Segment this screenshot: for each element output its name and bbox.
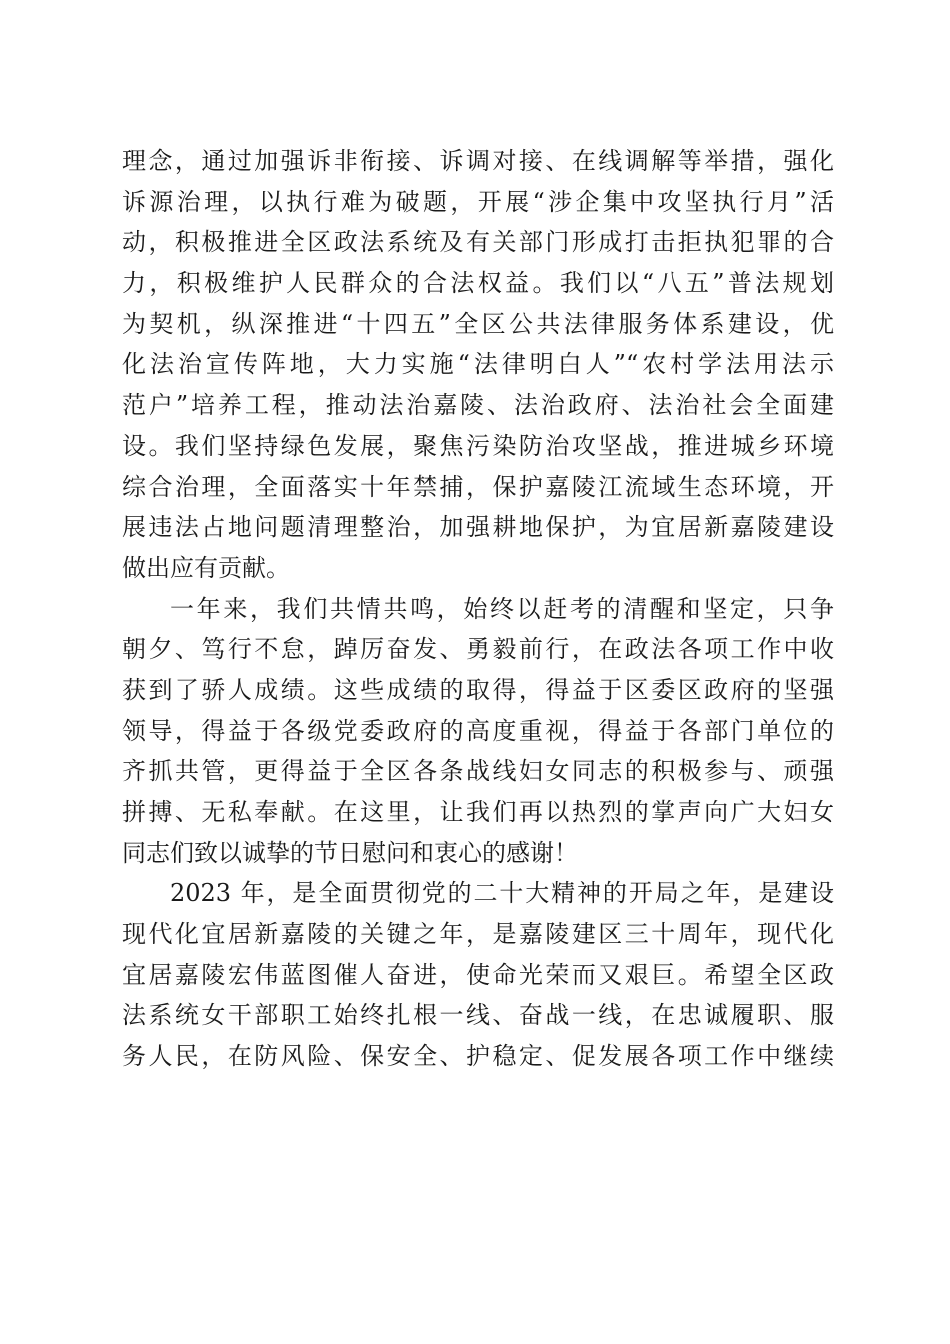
text-line: 2023 年，是全面贯彻党的二十大精神的开局之年，是建设: [170, 879, 834, 908]
text-line: 务人民，在防风险、保安全、护稳定、促发展各项工作中继续: [122, 1042, 834, 1071]
text-line: 理念，通过加强诉非衔接、诉调对接、在线调解等举措，强化: [122, 147, 834, 175]
text-line: 齐抓共管，更得益于全区各条战线妇女同志的积极参与、顽强: [122, 757, 834, 786]
text-line: 做出应有贡献。: [122, 553, 290, 582]
text-line: 设。我们坚持绿色发展，聚焦污染防治攻坚战，推进城乡环境: [122, 431, 834, 460]
text-line: 拼搏、无私奉献。在这里，让我们再以热烈的掌声向广大妇女: [122, 798, 834, 826]
text-line: 获到了骄人成绩。这些成绩的取得，得益于区委区政府的坚强: [122, 675, 834, 704]
text-line: 法系统女干部职工始终扎根一线、奋战一线，在忠诚履职、服: [122, 1001, 834, 1030]
text-line: 动，积极推进全区政法系统及有关部门形成打击拒执犯罪的合: [122, 228, 834, 257]
text-line: 力，积极维护人民群众的合法权益。我们以“八五”普法规划: [122, 269, 834, 298]
text-line: 领导，得益于各级党委政府的高度重视，得益于各部门单位的: [122, 716, 834, 745]
text-line: 为契机，纵深推进“十四五”全区公共法律服务体系建设，优: [122, 309, 834, 338]
text-line: 朝夕、笃行不怠，踔厉奋发、勇毅前行，在政法各项工作中收: [122, 635, 834, 664]
text-line: 化法治宣传阵地，大力实施“法律明白人”“农村学法用法示: [122, 350, 834, 379]
text-line: 范户”培养工程，推动法治嘉陵、法治政府、法治社会全面建: [122, 391, 834, 420]
text-line: 同志们致以诚挚的节日慰问和衷心的感谢！: [122, 838, 578, 867]
text-line: 诉源治理，以执行难为破题，开展“涉企集中攻坚执行月”活: [122, 187, 834, 216]
text-line: 一年来，我们共情共鸣，始终以赶考的清醒和坚定，只争: [170, 594, 834, 623]
document-body: [122, 141, 834, 1077]
text-line: 宜居嘉陵宏伟蓝图催人奋进，使命光荣而又艰巨。希望全区政: [122, 960, 834, 989]
text-line: 综合治理，全面落实十年禁捕，保护嘉陵江流域生态环境，开: [122, 472, 834, 501]
text-line: 展违法占地问题清理整治，加强耕地保护，为宜居新嘉陵建设: [122, 513, 834, 542]
text-line: 现代化宜居新嘉陵的关键之年，是嘉陵建区三十周年，现代化: [122, 920, 834, 949]
